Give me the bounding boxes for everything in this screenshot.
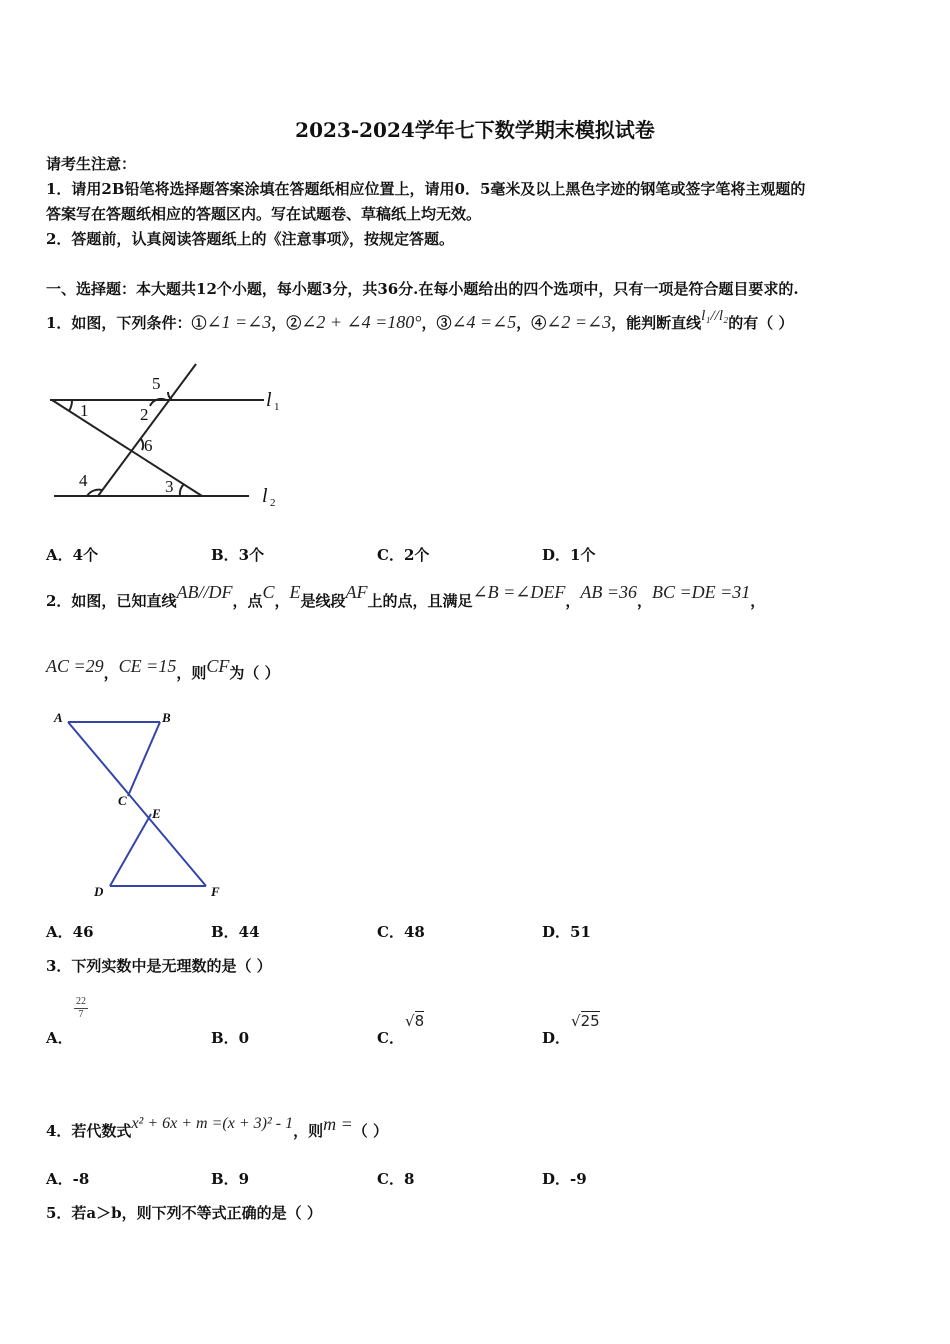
q4-math-m: m = [323, 1114, 353, 1134]
q2-math-ac-29: AC =29 [46, 656, 104, 676]
question-3: 3．下列实数中是无理数的是（ ） [46, 957, 272, 975]
fig1-label-5: 5 [152, 374, 161, 393]
q2-option-b[interactable]: B．44 [211, 923, 260, 941]
fig1-line-l2-sub: 2 [270, 497, 276, 509]
q3-option-b[interactable]: B．0 [211, 1029, 250, 1047]
q1-option-c[interactable]: C．2个 [377, 546, 430, 564]
q2-math-bc-de: BC =DE =31 [652, 582, 751, 602]
q2-math-ce-15: CE =15 [118, 656, 177, 676]
q3-sqrt-25-value: 25 [580, 1012, 600, 1030]
q3-option-c[interactable]: C． [377, 1029, 404, 1047]
q2-math-e: E [289, 582, 301, 602]
q2-sep-3: 是线段 [300, 592, 346, 610]
q2-sep-10: 为（ ） [229, 664, 280, 682]
q3-fraction [74, 996, 88, 1021]
q1-sep-1: ，② [271, 314, 302, 332]
question-4 [46, 1112, 388, 1150]
q3-sqrt-8-value: 8 [414, 1012, 425, 1030]
q2-math-af: AF [345, 582, 368, 602]
fig2-label-b: B [162, 710, 171, 725]
q2-math-ab-36: AB =36 [580, 582, 637, 602]
q3-sqrt-25 [571, 1012, 600, 1030]
q2-option-a[interactable]: A．46 [46, 923, 94, 941]
q2-math-angle-b: ∠B =∠DEF [472, 582, 566, 602]
q2-sep-2: ， [274, 592, 290, 610]
q4-option-b[interactable]: B．9 [211, 1170, 250, 1188]
q4-option-c[interactable]: C．8 [377, 1170, 415, 1188]
q1-condition-1: ∠1 =∠3 [206, 312, 272, 332]
radical-icon: √ [571, 1012, 581, 1030]
page-title: 2023-2024学年七下数学期末模拟试卷 [295, 118, 655, 142]
q4-sep-1: ，则 [293, 1122, 324, 1140]
q4-expression: x² + 6x + m =(x + 3)² - 1 [131, 1115, 294, 1132]
section-heading: 一、选择题：本大题共12个小题，每小题3分，共36分.在每小题给出的四个选项中，只有一项是符合题目要求的. [46, 280, 799, 298]
q1-option-a[interactable]: A．4个 [46, 546, 99, 564]
fig1-line-l2: l [262, 485, 268, 507]
fig1-label-6: 6 [144, 436, 153, 455]
q2-option-c[interactable]: C．48 [377, 923, 425, 941]
notice-heading: 请考生注意： [46, 155, 137, 173]
fig1-label-2: 2 [140, 405, 149, 424]
q2-sep-7: ， [750, 592, 766, 610]
fig2-label-f: F [211, 884, 220, 899]
fig1-line-l1: l [266, 389, 272, 411]
q4-option-a[interactable]: A．-8 [46, 1170, 90, 1188]
fig1-label-1: 1 [80, 401, 89, 420]
question-2 [46, 582, 765, 619]
q2-math-ab-parallel-df: AB//DF [176, 582, 233, 602]
question-1 [46, 306, 793, 340]
q2-sep-5: ， [565, 592, 581, 610]
q1-figure [44, 358, 294, 518]
notice-line-2: 答案写在答题纸相应的答题区内。写在试题卷、草稿纸上均无效。 [46, 205, 482, 223]
q4-option-d[interactable]: D．-9 [542, 1170, 587, 1188]
q3-fraction-numerator: 22 [76, 996, 86, 1007]
q3-sqrt-8 [405, 1012, 424, 1030]
q1-prefix: 1．如图，下列条件：① [46, 314, 207, 332]
radical-icon: √ [405, 1012, 415, 1030]
q1-condition-4: ∠2 =∠3 [546, 312, 612, 332]
notice-line-3: 2．答题前，认真阅读答题纸上的《注意事项》，按规定答题。 [46, 230, 454, 248]
q4-sep-2: （ ） [352, 1122, 388, 1140]
q3-option-d[interactable]: D． [542, 1029, 571, 1047]
question-2-line-2 [46, 654, 280, 691]
q2-sep-9: ，则 [176, 664, 207, 682]
q1-sep-5: 的有（ ） [728, 314, 794, 332]
q1-option-b[interactable]: B．3个 [211, 546, 265, 564]
notice-line-1: 1．请用2B铅笔将选择题答案涂填在答题纸相应位置上，请用0．5毫米及以上黑色字迹的钢笔或签字笔将主观题的 [46, 180, 806, 198]
q3-fraction-denominator: 7 [78, 1009, 84, 1020]
q1-sep-4: ，能判断直线 [611, 314, 702, 332]
q2-figure [46, 706, 236, 902]
q1-sep-2: ，③ [421, 314, 452, 332]
q2-sep-8: ， [103, 664, 119, 682]
q2-math-c: C [262, 582, 275, 602]
q1-condition-2: ∠2 + ∠4 =180° [301, 312, 422, 332]
q4-prefix: 4．若代数式 [46, 1122, 132, 1140]
fig2-label-a: A [54, 710, 63, 725]
fig2-label-d: D [94, 884, 104, 899]
q2-sep-6: ， [636, 592, 652, 610]
q2-math-cf: CF [206, 656, 230, 676]
fig1-label-4: 4 [79, 471, 88, 490]
q2-sep-1: ，点 [232, 592, 263, 610]
fig2-label-e: E [152, 806, 161, 821]
q3-option-a[interactable]: A． [46, 1029, 73, 1047]
fig1-line-l1-sub: 1 [274, 401, 280, 413]
q1-parallel-lines: l₁//l₂ [701, 308, 729, 324]
q2-sep-4: 上的点，且满足 [367, 592, 473, 610]
q1-condition-3: ∠4 =∠5 [451, 312, 517, 332]
fig1-label-3: 3 [165, 477, 174, 496]
q1-sep-3: ，④ [516, 314, 547, 332]
q1-option-d[interactable]: D．1个 [542, 546, 596, 564]
q2-prefix: 2．如图，已知直线 [46, 592, 177, 610]
q2-option-d[interactable]: D．51 [542, 923, 591, 941]
question-5: 5．若a＞b，则下列不等式正确的是（ ） [46, 1204, 322, 1222]
fig2-label-c: C [118, 793, 127, 808]
